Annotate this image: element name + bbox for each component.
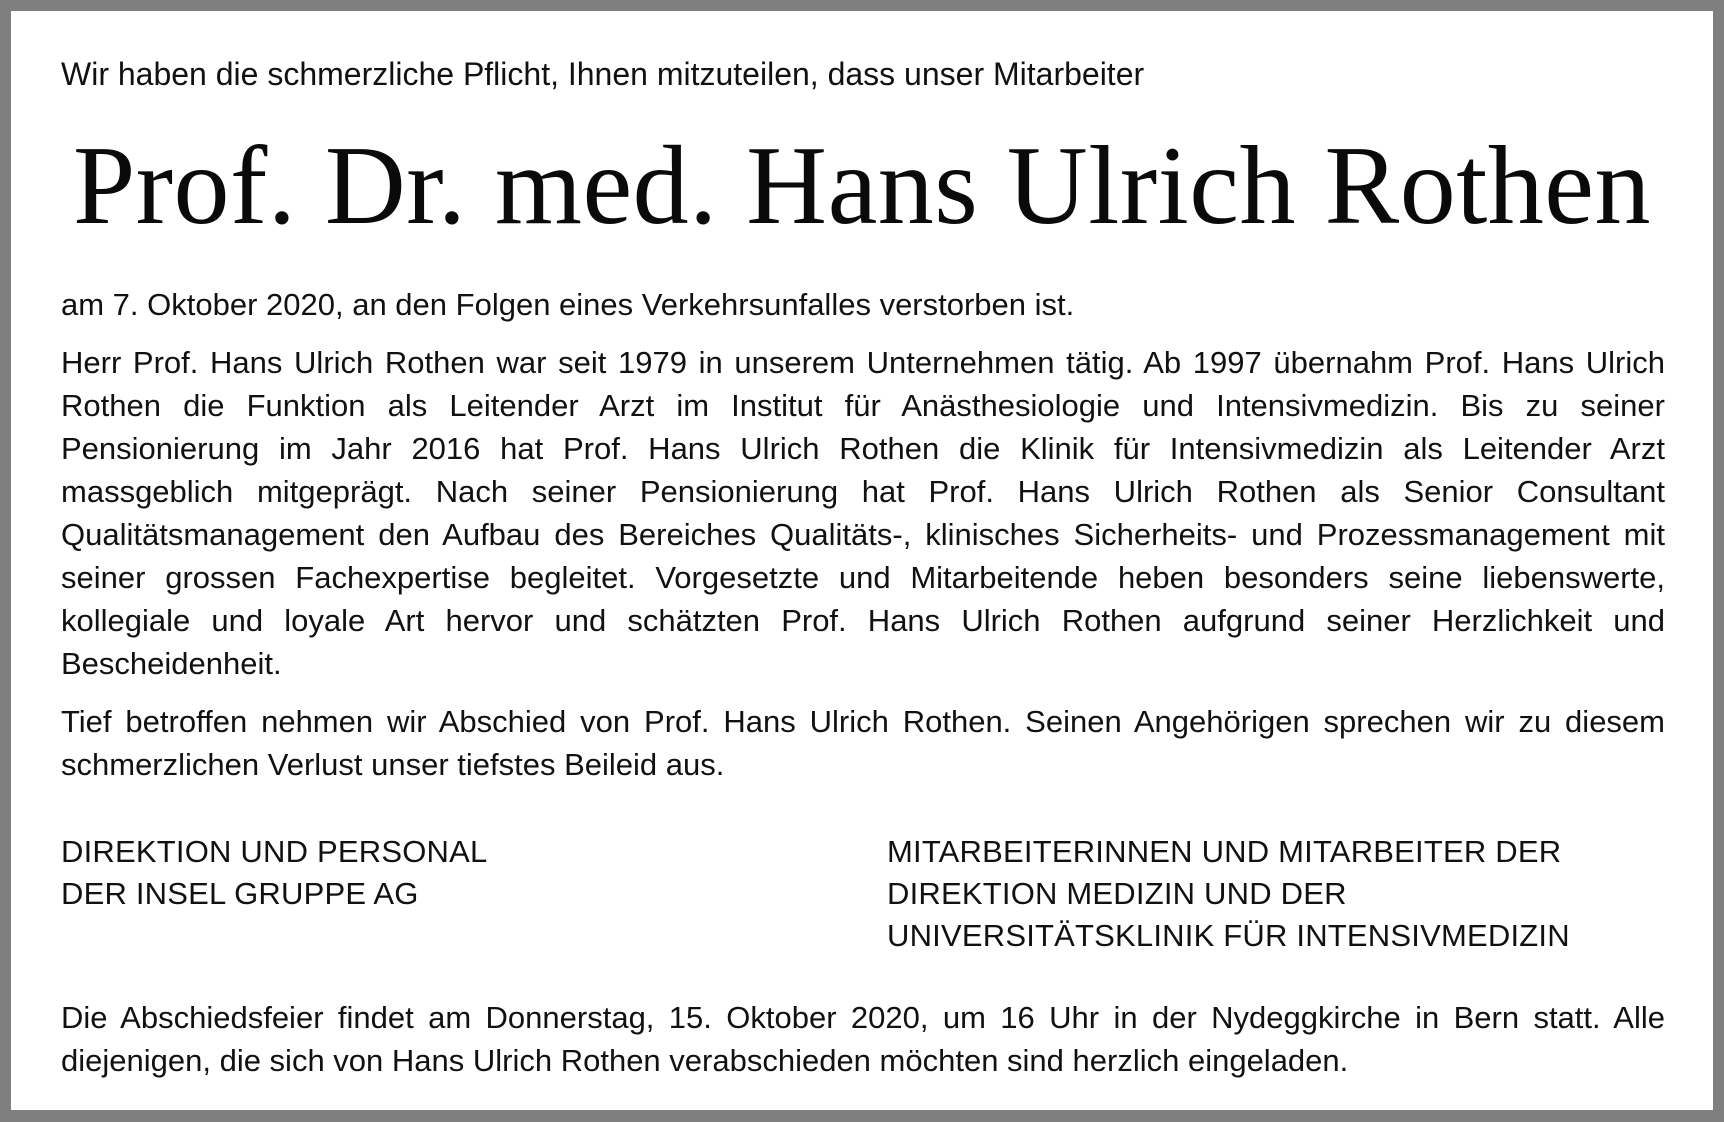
signature-right-line: MITARBEITERINNEN UND MITARBEITER DER (887, 834, 1562, 869)
intro-text: Wir haben die schmerzliche Pflicht, Ihnen mitzuteilen, dass unser Mitarbeiter (61, 56, 1145, 92)
signature-left (61, 831, 487, 915)
ceremony-information: Die Abschiedsfeier findet am Donnerstag, 15. Oktober 2020, um 16 Uhr in der Nydeggkirche in Bern statt. Alle diejenigen, die sich von Hans Ulrich Rothen verabschieden möchten sind herzlich eingeladen. (61, 1000, 1665, 1078)
condolence-paragraph: Tief betroffen nehmen wir Abschied von Prof. Hans Ulrich Rothen. Seinen Angehörigen sprechen wir zu diesem schmerzlichen Verlust unser tiefstes Beileid aus. (61, 704, 1665, 782)
death-statement: am 7. Oktober 2020, an den Folgen eines Verkehrsunfalles verstorben ist. (61, 287, 1075, 322)
signature-right-line: DIREKTION MEDIZIN UND DER (887, 876, 1347, 911)
signature-right-line: UNIVERSITÄTSKLINIK FÜR INTENSIVMEDIZIN (887, 918, 1570, 953)
biography-paragraph: Herr Prof. Hans Ulrich Rothen war seit 1979 in unserem Unternehmen tätig. Ab 1997 übernahm Prof. Hans Ulrich Rothen die Funktion als Leitender Arzt im Institut für Anästhesiologie und Intensivmedizin. Bis zu seiner Pensionierung im Jahr 2016 hat Prof. Hans Ulrich Rothen die Klinik für Intensivmedizin als Leitender Arzt massgeblich mitgeprägt. Nach seiner Pensionierung hat Prof. Hans Ulrich Rothen als Senior Consultant Qualitätsmanagement den Aufbau des Bereiches Qualitäts-, klinisches Sicherheits- und Prozessmanagement mit seiner grossen Fachexpertise begleitet. Vorgesetzte und Mitarbeitende heben besonders seine liebenswerte, kollegiale und loyale Art hervor und schätzten Prof. Hans Ulrich Rothen aufgrund seiner Herzlichkeit und Bescheidenheit. (61, 345, 1665, 681)
signature-left-line: DER INSEL GRUPPE AG (61, 876, 419, 911)
deceased-name-heading: Prof. Dr. med. Hans Ulrich Rothen (72, 124, 1652, 248)
signature-right (887, 831, 1570, 957)
signature-left-line: DIREKTION UND PERSONAL (61, 834, 488, 869)
obituary-notice (11, 11, 1713, 1110)
